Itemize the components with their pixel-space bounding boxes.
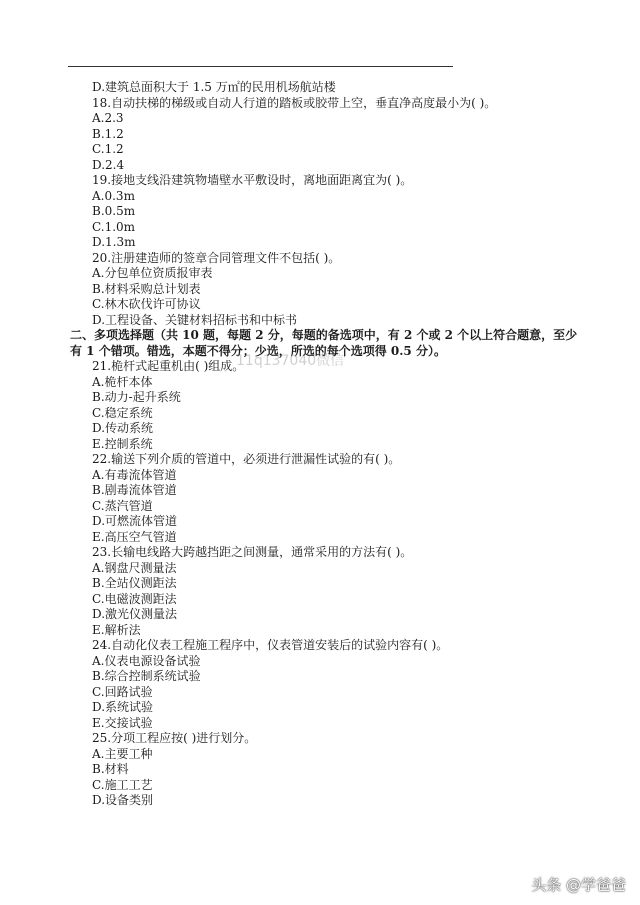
answer-option: A.分包单位资质报审表 — [92, 266, 213, 280]
answer-option: B.剧毒流体管道 — [92, 483, 177, 497]
answer-option: B.0.5m — [92, 204, 136, 218]
question-stem: 24.自动化仪表工程施工程序中，仪表管道安装后的试验内容有( )。 — [92, 638, 449, 652]
answer-option: C.林木砍伐许可协议 — [92, 297, 201, 311]
answer-option: C.稳定系统 — [92, 405, 153, 420]
answer-option: E.交接试验 — [92, 715, 153, 730]
answer-option: D.传动系统 — [92, 421, 154, 435]
answer-option: B.材料采购总计划表 — [92, 281, 201, 296]
answer-option: B.全站仪测距法 — [92, 576, 177, 590]
answer-option: B.综合控制系统试验 — [92, 669, 201, 683]
answer-option: C.回路试验 — [92, 684, 153, 699]
section-heading-line-2: 有 1 个错项。错选，本题不得分；少选，所选的每个选项得 0.5 分）。 — [70, 343, 446, 358]
answer-option: A.0.3m — [92, 188, 135, 203]
answer-option: B.动力-起升系统 — [92, 390, 181, 404]
answer-option: A.主要工种 — [92, 746, 153, 761]
answer-option: D.2.4 — [92, 157, 125, 172]
watermark-text: 11q137040微信 — [236, 353, 345, 369]
question-stem: 21.桅杆式起重机由( )组成。 — [92, 359, 245, 373]
question-stem: 20.注册建造师的签章合同管理文件不包括( )。 — [92, 250, 341, 265]
answer-option: A.桅杆本体 — [92, 374, 153, 389]
answer-option: E.解析法 — [92, 622, 141, 637]
brand-watermark: 头条 @学爸爸 — [531, 876, 626, 894]
answer-option: D.工程设备、关键材料招标书和中标书 — [92, 312, 298, 327]
answer-option: C.1.2 — [92, 142, 124, 156]
section-heading-line-1: 二、多项选择题（共 10 题，每题 2 分，每题的备选项中，有 2 个或 2 个以上符合题意，至少 — [70, 328, 578, 342]
answer-option: D.设备类别 — [92, 793, 154, 807]
question-stem: 22.输送下列介质的管道中，必须进行泄漏性试验的有( )。 — [92, 452, 401, 466]
answer-option: C.电磁波测距法 — [92, 591, 177, 606]
question-stem: 25.分项工程应按( )进行划分。 — [92, 731, 257, 745]
answer-option: D.系统试验 — [92, 700, 154, 714]
answer-option: B.材料 — [92, 762, 129, 776]
question-block-multiple-choice — [92, 359, 592, 809]
answer-option: A.仪表电源设备试验 — [92, 653, 201, 668]
exam-document — [70, 80, 592, 809]
question-stem: 19.接地支线沿建筑物墙壁水平敷设时，离地面距离宜为( )。 — [92, 173, 413, 187]
answer-option: D.建筑总面积大于 1.5 万㎡的民用机场航站楼 — [92, 80, 336, 94]
answer-option: D.1.3m — [92, 235, 136, 249]
question-stem: 18.自动扶梯的梯级或自动人行道的踏板或胶带上空，垂直净高度最小为( )。 — [92, 95, 497, 110]
answer-option: C.蒸汽管道 — [92, 498, 153, 513]
question-stem: 23.长输电线路大跨越挡距之间测量，通常采用的方法有( )。 — [92, 545, 413, 559]
answer-option: A.钢盘尺测量法 — [92, 560, 177, 575]
answer-option: E.高压空气管道 — [92, 529, 177, 544]
answer-option: C.1.0m — [92, 219, 136, 234]
answer-option: D.激光仪测量法 — [92, 607, 178, 621]
answer-option: B.1.2 — [92, 126, 124, 141]
top-rule — [68, 66, 453, 67]
question-block-single-choice — [92, 80, 592, 328]
answer-option: D.可燃流体管道 — [92, 514, 178, 528]
answer-option: A.2.3 — [92, 111, 124, 125]
answer-option: C.施工工艺 — [92, 777, 153, 792]
answer-option: E.控制系统 — [92, 436, 153, 451]
answer-option: A.有毒流体管道 — [92, 467, 177, 482]
